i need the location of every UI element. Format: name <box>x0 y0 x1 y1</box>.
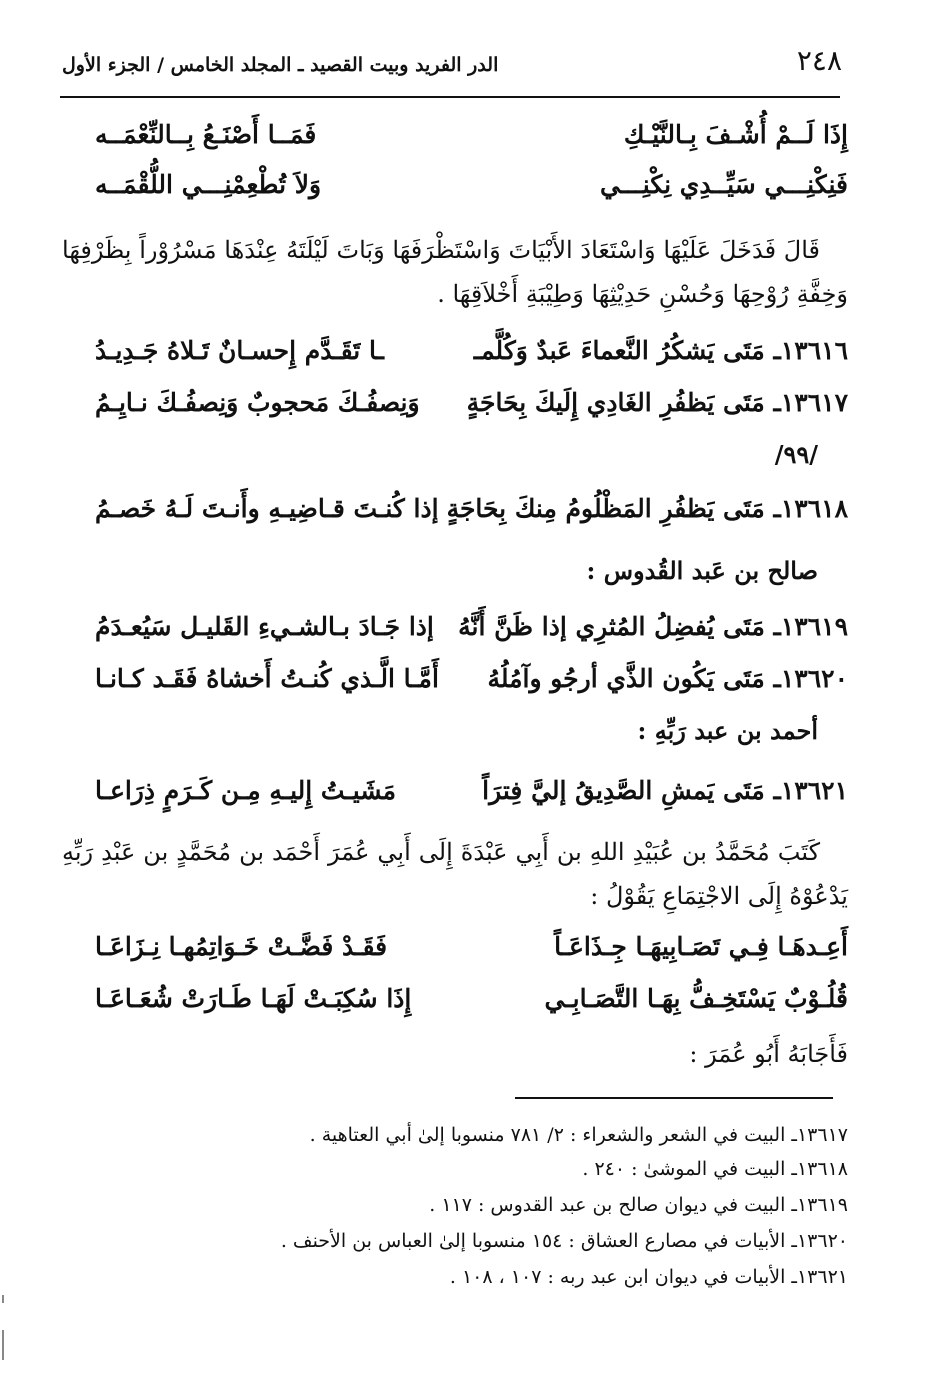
footnote: ١٣٦١٩ـ البيت في ديوان صالح بن عبد القدوس : ١١٧ . <box>429 1194 848 1216</box>
verse-line <box>95 336 848 382</box>
page-number: ٢٤٨ <box>796 44 842 77</box>
verse-line <box>95 388 848 434</box>
footnote: ١٣٦٢٠ـ الأبيات في مصارع العشاق : ١٥٤ منسوبا إلىٰ العباس بن الأحنف . <box>280 1230 848 1252</box>
verse-line <box>95 170 848 216</box>
verse-second-hemistich: إذا جَـادَ بـالشـيءِ القَليـل سَيُعـدَمُ <box>95 612 434 641</box>
verse-first-hemistich: ١٣٦١٦ـ مَتَى يَشكُرُ النَّعماءَ عَبدٌ وَكُلَّمـ <box>473 336 848 365</box>
verse-line <box>95 776 848 822</box>
verse-second-hemistich: إذا كُنـتَ قـاضِيـهِ وأَنـتَ لَـهُ خَصـمُ <box>95 494 439 523</box>
verse-first-hemistich: إِذَا لَــمْ أُشْـفَ بِـالنَّيْـكِ <box>623 120 848 149</box>
verse-first-hemistich: ١٣٦٢٠ـ مَتَى يَكُون الذَّي أرجُو وآمُلُهُ <box>487 664 848 693</box>
verse-first-hemistich: قُلُـوْبٌ يَسْتَخِـفُّ بِهَـا التَّصَـابِـي <box>544 984 848 1013</box>
verse-second-hemistich: وَلاَ تُطْعِمْنِـــي اللُّقْمَــه <box>95 170 322 199</box>
poet-attribution: صالح بن عَبد القُدوس : <box>586 556 818 585</box>
poet-attribution: أحمد بن عبد رَبِّهِ : <box>637 716 818 745</box>
prose-paragraph: قَالَ فَدَخَلَ عَلَيْهَا وَاسْتَعَادَ الأَبْيَاتَ وَاسْتَظْرَفَهَا وَبَاتَ لَيْلَتَهُ عِنْدَهَا مَسْرُوْراً بِظَرْفِهَا وَخِفَّةِ رُوْحِهَا وَحُسْنِ حَدِيْثِهَا وَطِيْبَةِ أَخْلاَقِهَا . <box>62 236 848 308</box>
footnote: ١٣٦٢١ـ الأبيات في ديوان ابن عبد ربه : ١٠٧ ، ١٠٨ . <box>449 1266 848 1288</box>
verse-second-hemistich: فَقَـدْ فَضَّـتْ خَـوَاتِمُهـا نِـزَاعَـا <box>95 932 388 961</box>
scan-margin-mark <box>2 1295 4 1303</box>
running-title: الدر الفريد وبيت القصيد ـ المجلد الخامس / الجزء الأول <box>62 54 499 76</box>
prose-paragraph: كَتَبَ مُحَمَّدُ بن عُبَيْدِ اللهِ بن أَبِي عَبْدَةَ إِلَى أَبِي عُمَرَ أَحْمَد بن مُحَمَّدٍ بن عَبْدِ رَبِّهِ يَدْعُوْهُ إِلَى الاجْتِمَاعِ يَقُوْلُ : <box>62 838 848 910</box>
verse-second-hemistich: أَمَّـا الَّـذي كُنـتُ أَخشاهُ فَقَـد كـانـا <box>95 664 439 693</box>
verse-line <box>95 664 848 710</box>
verse-second-hemistich: إِذَا سُكِبَـتْ لَهَـا طَـارَتْ شُعَـاعَـا <box>95 984 412 1013</box>
verse-line <box>95 612 848 658</box>
manuscript-page-reference: /٩٩/ <box>774 440 818 469</box>
scan-margin-mark <box>2 1330 4 1360</box>
verse-line <box>95 494 848 540</box>
running-header <box>62 44 842 90</box>
footnote-rule <box>515 1097 833 1099</box>
verse-line <box>95 984 848 1030</box>
verse-second-hemistich: ـا تَقَـدَّم إِحسـانٌ تَـلاهُ جَـدِيـدُ <box>95 336 384 365</box>
header-rule <box>60 96 840 98</box>
verse-second-hemistich: فَمَــا أَصْنَـعُ بِــالنِّعْمَــه <box>95 120 317 149</box>
verse-first-hemistich: فَنِكْنِـــي سَيِّــدِي نِكْنِـــي <box>599 170 848 199</box>
closing-line: فَأَجَابَهُ أَبُو عُمَرَ : <box>689 1040 848 1068</box>
verse-line <box>95 120 848 166</box>
verse-second-hemistich: وَنِصفُـكَ مَحجوبٌ وَنِصفُـكَ نـايِـمُ <box>95 388 420 417</box>
verse-line <box>95 932 848 978</box>
verse-first-hemistich: ١٣٦١٧ـ مَتَى يَظفُرِ الغَادِي إِلَيكَ بِحَاجَةٍ <box>466 388 848 417</box>
verse-first-hemistich: ١٣٦١٨ـ مَتَى يَظفُرِ المَظْلُومُ مِنكَ بِحَاجَةٍ <box>446 494 848 523</box>
footnote: ١٣٦١٧ـ البيت في الشعر والشعراء : ٢/ ٧٨١ منسوبا إلىٰ أبي العتاهية . <box>309 1124 848 1146</box>
verse-first-hemistich: ١٣٦١٩ـ مَتَى يُفضِلُ المُثرِي إذا ظَنَّ أَنَّهُ <box>458 612 848 641</box>
verse-first-hemistich: ١٣٦٢١ـ مَتَى يَمشِ الصَّدِيقُ إليَّ فِترَاً <box>482 776 848 805</box>
footnote: ١٣٦١٨ـ البيت في الموشىٰ : ٢٤٠ . <box>582 1158 848 1180</box>
verse-first-hemistich: أَعِـدهَـا فِـي تَصَـابِيهَـا جِـذَاعَـاً <box>554 932 848 961</box>
verse-second-hemistich: مَشَيـتُ إِليـهِ مِـن كَـرَمٍ ذِرَاعـا <box>95 776 397 805</box>
